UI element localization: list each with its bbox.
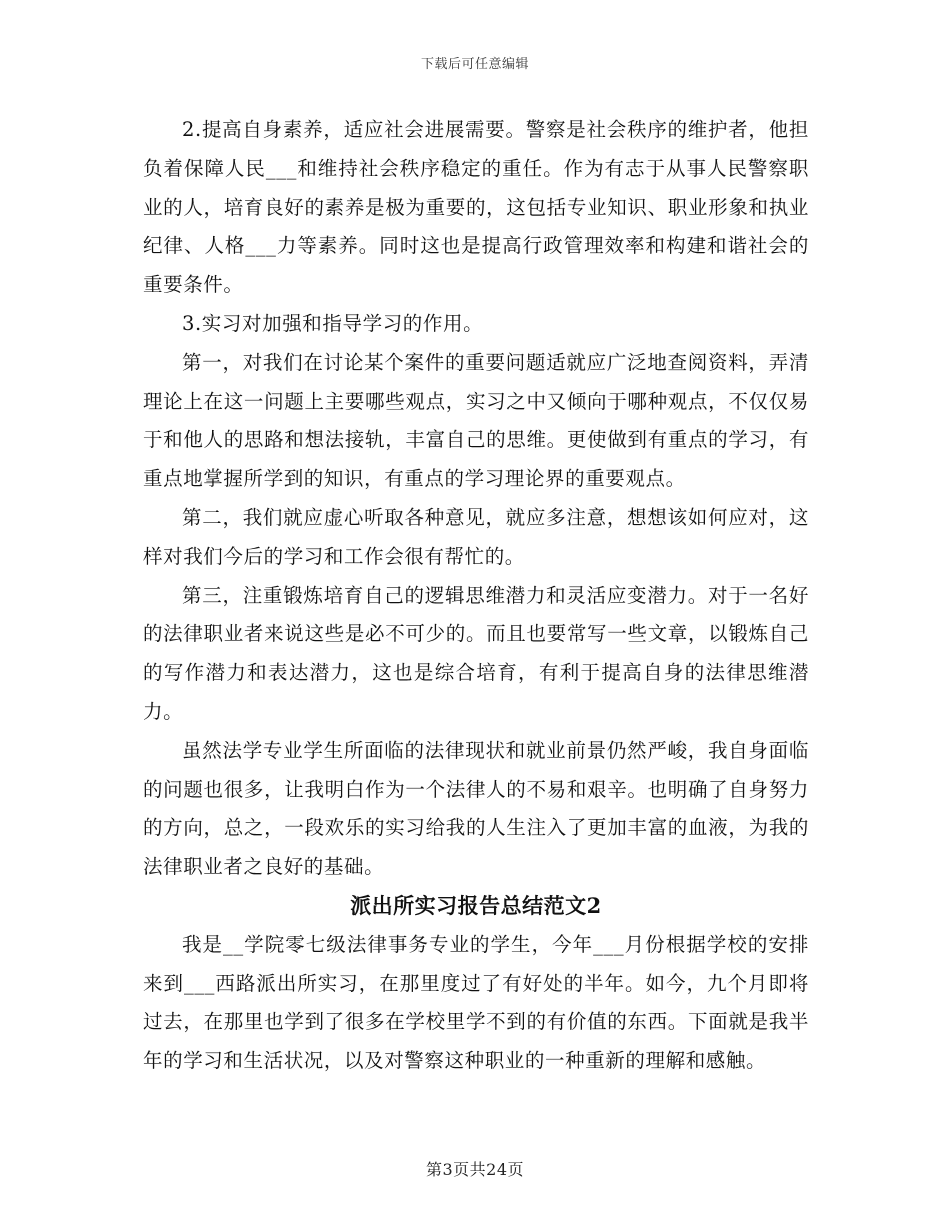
document-body [143, 111, 809, 1081]
page-footer: 第3页共24页 [425, 1160, 525, 1179]
page-header: 下载后可任意编辑 [420, 57, 529, 72]
paragraph-3: 第一，对我们在讨论某个案件的重要问题适就应广泛地查阅资料，弄清理论上在这一问题上主要哪些观点，实习之中又倾向于哪种观点，不仅仅易于和他人的思路和想法接轨，丰富自己的思维。更使做到有重点的学习，有重点地掌握所学到的知识，有重点的学习理论界的重要观点。 [143, 350, 809, 491]
section-heading: 派出所实习报告总结范文2 [350, 892, 602, 918]
paragraph-1: 2.提高自身素养，适应社会进展需要。警察是社会秩序的维护者，他担负着保障人民___和维持社会秩序稳定的重任。作为有志于从事人民警察职业的人，培育良好的素养是极为重要的，这包括专业知识、职业形象和执业纪律、人格___力等素养。同时这也是提高行政管理效率和构建和谐社会的重要条件。 [143, 118, 809, 297]
paragraph-7: 我是__学院零七级法律事务专业的学生，今年___月份根据学校的安排来到___西路派出所实习，在那里度过了有好处的半年。如今，九个月即将过去，在那里也学到了很多在学校里学不到的有价值的东西。下面就是我半年的学习和生活状况，以及对警察这种职业的一种重新的理解和感触。 [143, 932, 809, 1073]
paragraph-6: 虽然法学专业学生所面临的法律现状和就业前景仍然严峻，我自身面临的问题也很多，让我明白作为一个法律人的不易和艰辛。也明确了自身努力的方向，总之，一段欢乐的实习给我的人生注入了更加丰富的血液，为我的法律职业者之良好的基础。 [143, 738, 809, 879]
paragraph-5: 第三，注重锻炼培育自己的逻辑思维潜力和灵活应变潜力。对于一名好的法律职业者来说这些是必不可少的。而且也要常写一些文章，以锻炼自己的写作潜力和表达潜力，这也是综合培育，有利于提高自身的法律思维潜力。 [143, 583, 809, 723]
paragraph-4: 第二，我们就应虚心听取各种意见，就应多注意，想想该如何应对，这样对我们今后的学习和工作会很有帮忙的。 [143, 505, 809, 568]
paragraph-2: 3.实习对加强和指导学习的作用。 [182, 311, 484, 335]
